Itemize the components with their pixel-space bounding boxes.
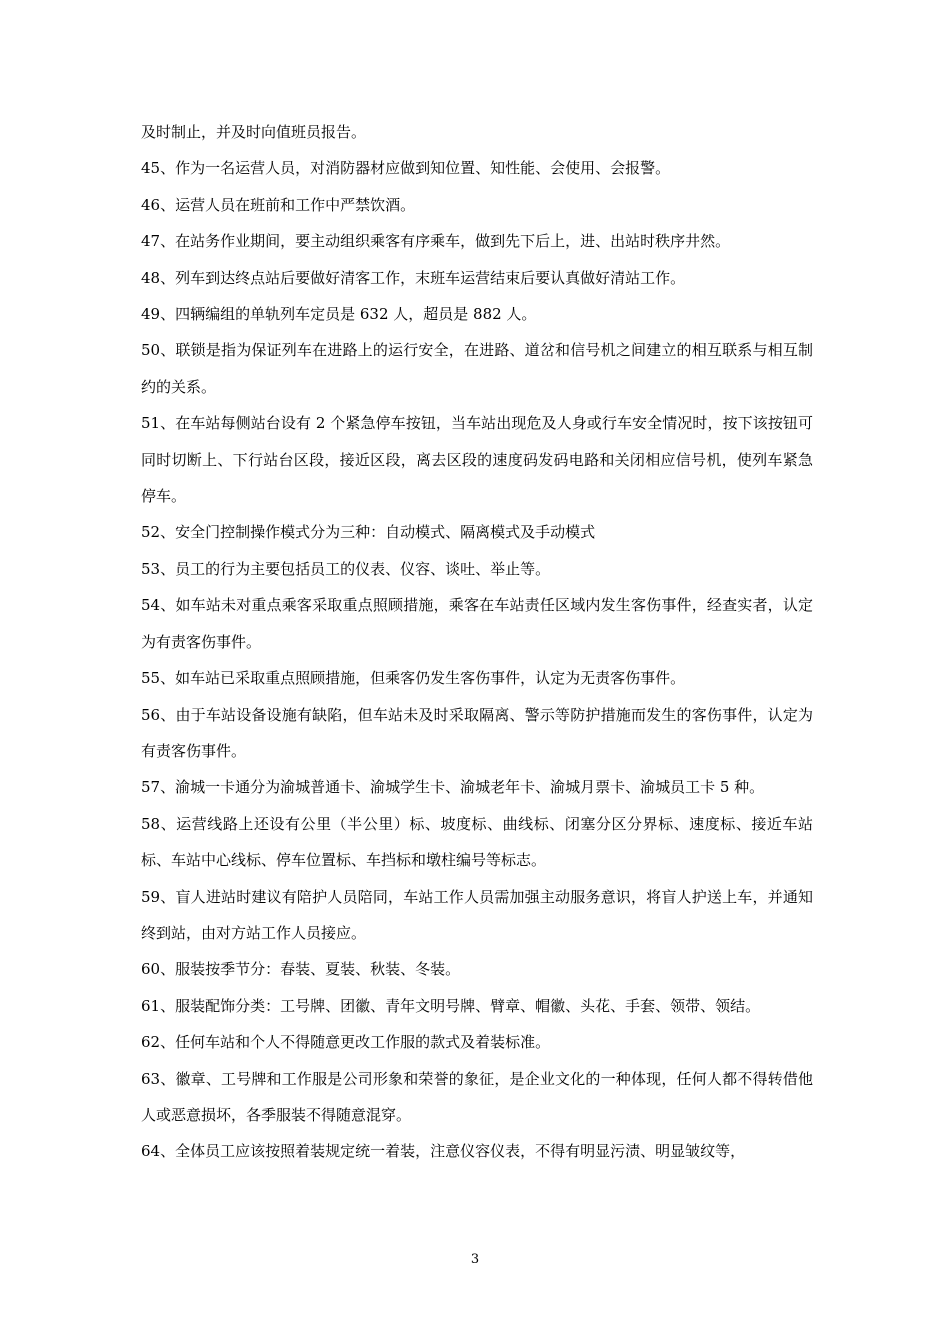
document-body: [141, 114, 813, 1170]
paragraph-item-64: 64、全体员工应该按照着装规定统一着装，注意仪容仪表，不得有明显污渍、明显皱纹等，: [141, 1142, 746, 1161]
paragraph-continuation: 及时制止，并及时向值班员报告。: [141, 123, 367, 141]
page-number: 3: [470, 1252, 480, 1267]
paragraph-item-58: 58、运营线路上还设有公里（半公里）标、坡度标、曲线标、闭塞分区分界标、速度标、接近车站标、车站中心线标、停车位置标、车挡标和墩柱编号等标志。: [141, 814, 813, 870]
paragraph-item-45: 45、作为一名运营人员，对消防器材应做到知位置、知性能、会使用、会报警。: [141, 159, 671, 178]
paragraph-item-57: 57、渝城一卡通分为渝城普通卡、渝城学生卡、渝城老年卡、渝城月票卡、渝城员工卡 5 种。: [141, 778, 765, 797]
paragraph-item-59: 59、盲人进站时建议有陪护人员陪同，车站工作人员需加强主动服务意识，将盲人护送上车，并通知终到站，由对方站工作人员接应。: [141, 887, 813, 942]
paragraph-item-46: 46、运营人员在班前和工作中严禁饮酒。: [141, 195, 416, 214]
paragraph-item-52: 52、安全门控制操作模式分为三种：自动模式、隔离模式及手动模式: [141, 523, 596, 542]
paragraph-item-63: 63、徽章、工号牌和工作服是公司形象和荣誉的象征，是企业文化的一种体现，任何人都不得转借他人或恶意损坏，各季服装不得随意混穿。: [141, 1069, 813, 1124]
paragraph-item-48: 48、列车到达终点站后要做好清客工作，末班车运营结束后要认真做好清站工作。: [141, 268, 686, 287]
paragraph-item-53: 53、员工的行为主要包括员工的仪表、仪容、谈吐、举止等。: [141, 559, 551, 578]
paragraph-item-62: 62、任何车站和个人不得随意更改工作服的款式及着装标准。: [141, 1033, 551, 1052]
paragraph-item-54: 54、如车站未对重点乘客采取重点照顾措施，乘客在车站责任区域内发生客伤事件，经查实者，认定为有责客伤事件。: [141, 596, 813, 651]
paragraph-item-49: 49、四辆编组的单轨列车定员是 632 人，超员是 882 人。: [141, 305, 537, 324]
paragraph-item-56: 56、由于车站设备设施有缺陷，但车站未及时采取隔离、警示等防护措施而发生的客伤事件，认定为有责客伤事件。: [141, 705, 813, 760]
paragraph-item-60: 60、服装按季节分：春装、夏装、秋装、冬装。: [141, 960, 461, 979]
paragraph-item-47: 47、在站务作业期间，要主动组织乘客有序乘车，做到先下后上，进、出站时秩序井然。: [141, 232, 731, 251]
paragraph-item-61: 61、服装配饰分类：工号牌、团徽、青年文明号牌、臂章、帽徽、头花、手套、领带、领结。: [141, 996, 761, 1015]
paragraph-item-51: 51、在车站每侧站台设有 2 个紧急停车按钮，当车站出现危及人身或行车安全情况时，按下该按钮可同时切断上、下行站台区段，接近区段，离去区段的速度码发码电路和关闭相应信号机，使列车紧急停车。: [141, 414, 813, 506]
paragraph-item-50: 50、联锁是指为保证列车在进路上的运行安全，在进路、道岔和信号机之间建立的相互联系与相互制约的关系。: [141, 341, 813, 396]
paragraph-item-55: 55、如车站已采取重点照顾措施，但乘客仍发生客伤事件，认定为无责客伤事件。: [141, 669, 686, 688]
